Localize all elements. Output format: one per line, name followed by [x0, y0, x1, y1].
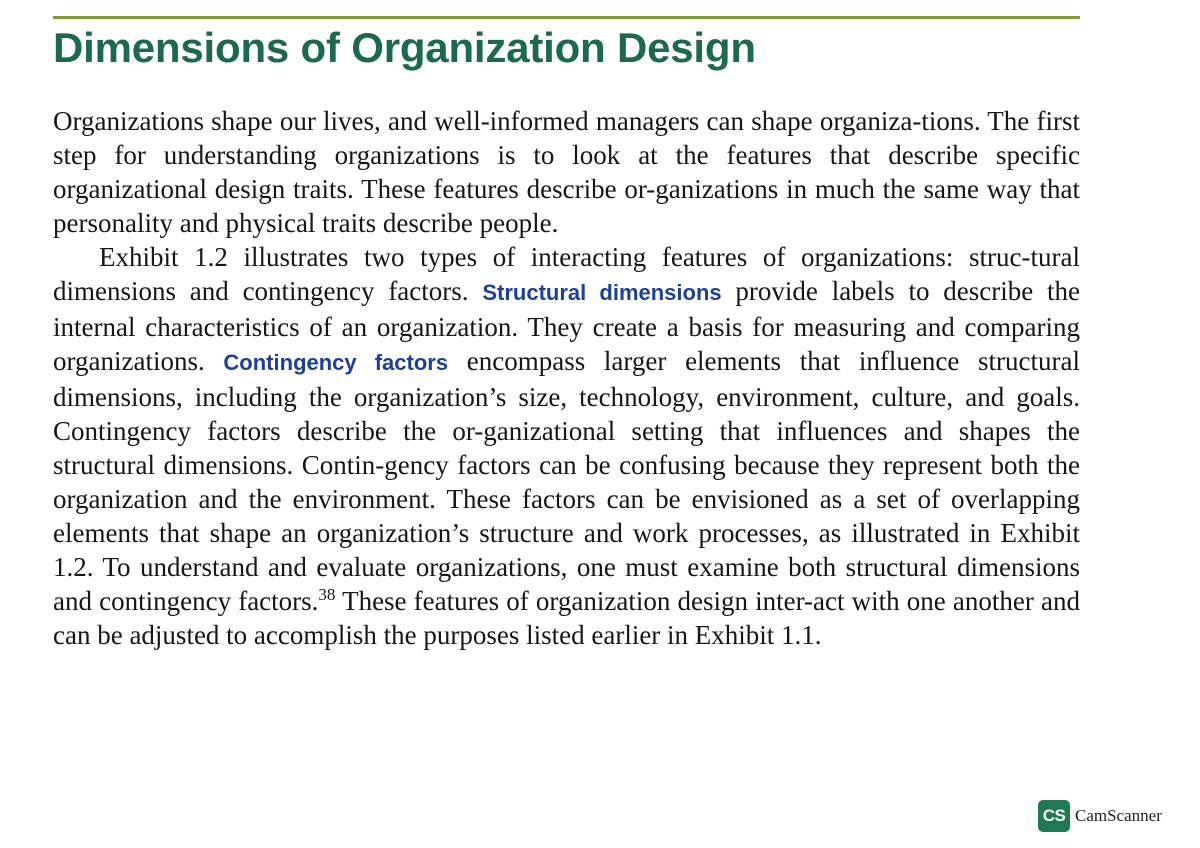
section-title: Dimensions of Organization Design [53, 24, 756, 71]
paragraph-2-part-1: Exhibit 1.2 illustrates two types of interacting features of organizations: struc-tural dimensions and contingency factors. [53, 242, 1080, 306]
body-text [53, 104, 1080, 652]
camscanner-logo-text: CS [1042, 806, 1066, 825]
paragraph-2-part-2: provide labels to describe the internal characteristics of an organization. They create a basis for measuring and comparing organizations. [53, 276, 1080, 376]
key-term-contingency-factors: Contingency factors [223, 350, 449, 375]
paragraph-2-part-4: These features of organization design inter-act with one another and can be adjusted to accomplish the purposes listed earlier in Exhibit 1.1. [53, 586, 1080, 650]
top-rule-divider [53, 16, 1080, 19]
paragraph-2 [53, 240, 1080, 652]
paragraph-2-part-3: encompass larger elements that influence structural dimensions, including the organization’s size, technology, environment, culture, and goals. Contingency factors describe the or-ganizational setting that influences and shapes the structural dimensions. Contin-gency factors can be confusing because they represent both the organization and the environment. These factors can be envisioned as a set of overlapping elements that shape an organization’s structure and work processes, as illustrated in Exhibit 1.2. To understand and evaluate organizations, one must examine both structural dimensions and contingency factors. [53, 346, 1081, 616]
paragraph-1: Organizations shape our lives, and well-informed managers can shape organiza-tions. The first step for understanding organizations is to look at the features that describe specific organizational design traits. These features describe or-ganizations in much the same way that personality and physical traits describe people. [53, 106, 1080, 238]
camscanner-watermark [1038, 800, 1162, 832]
key-term-structural-dimensions: Structural dimensions [482, 280, 722, 305]
camscanner-name: CamScanner [1075, 806, 1162, 825]
camscanner-logo-icon [1038, 800, 1070, 832]
footnote-reference: 38 [318, 585, 336, 604]
